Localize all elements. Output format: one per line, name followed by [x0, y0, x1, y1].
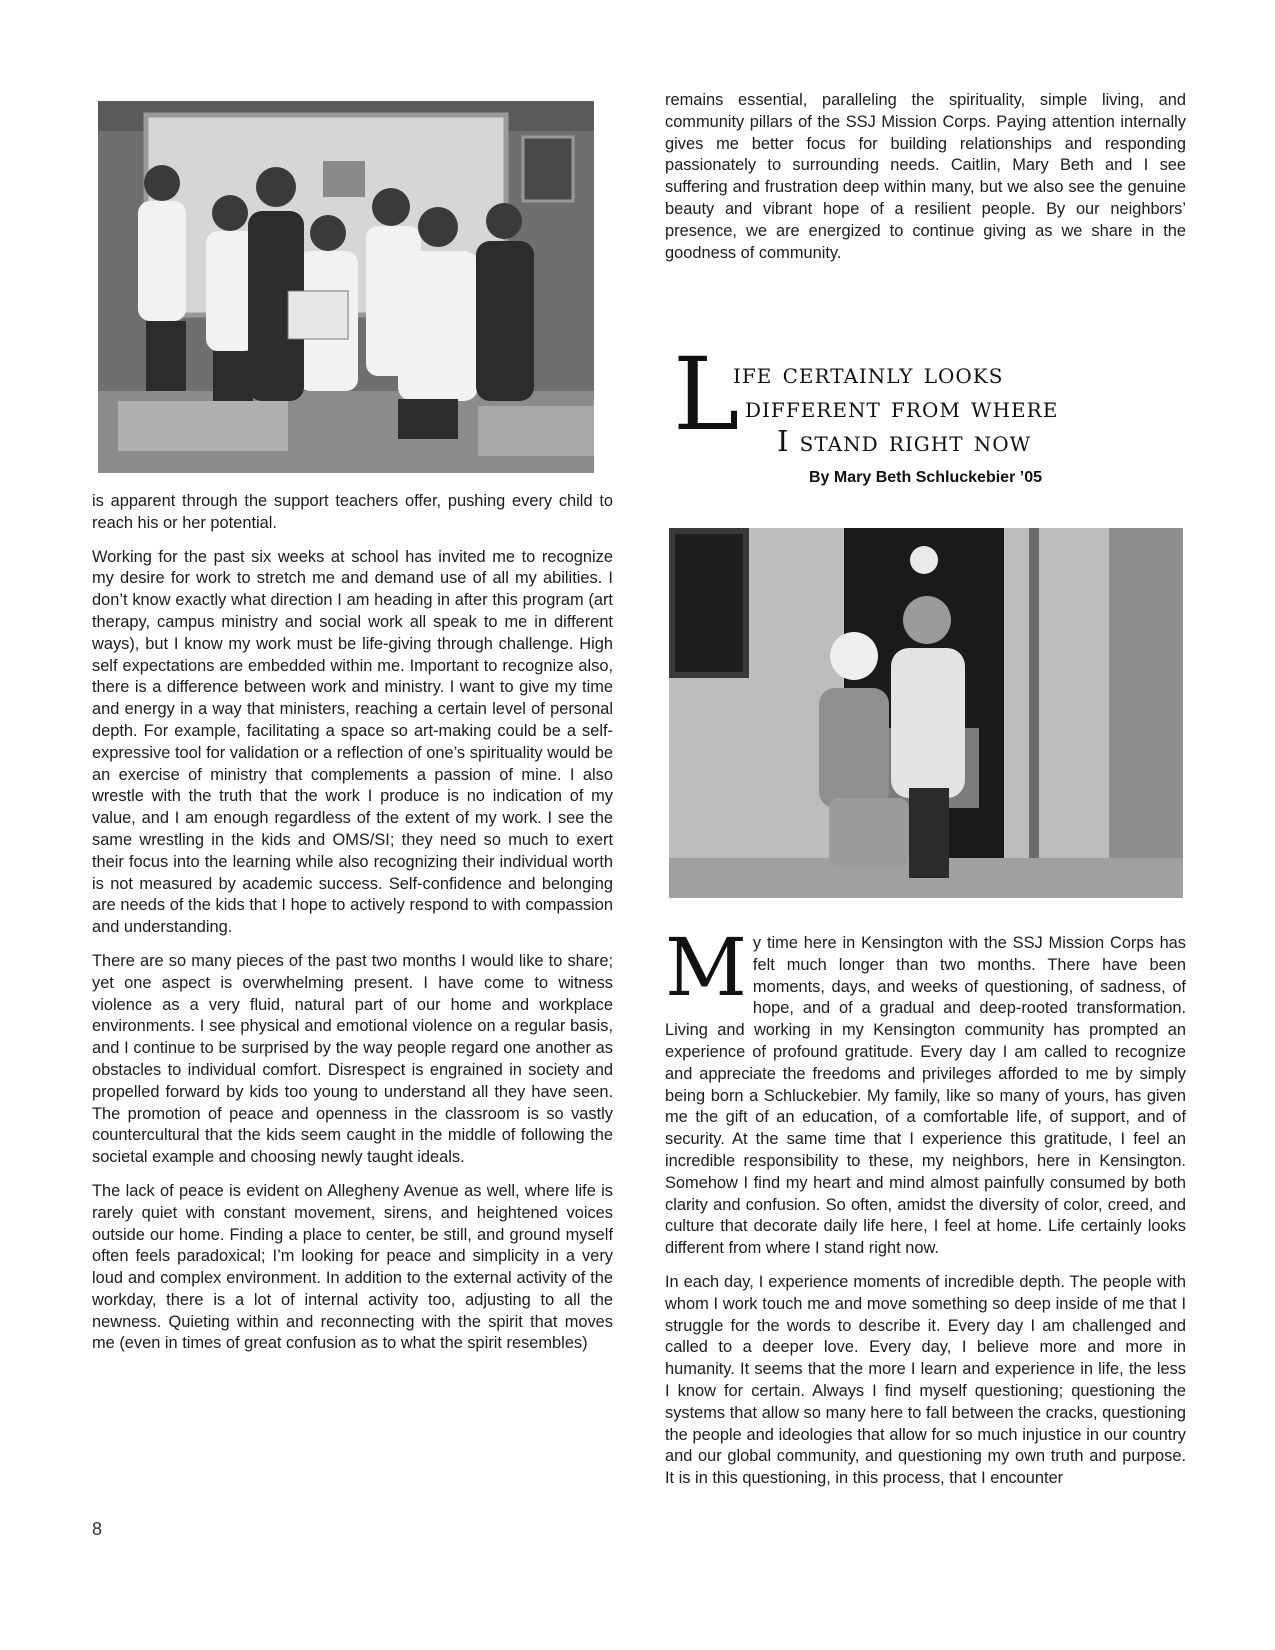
left-paragraph-2: Working for the past six weeks at school has invited me to recognize my desire for work to stretch me and demand use of all my abilities. I don’t know exactly what direction I am heading in after this program (art therapy, campus ministry and social work all speak to me in different ways), but I know my work must be life-giving through challenge. High self expectations are embedded within me. Important to recognize also, there is a difference between work and ministry. I want to give my time and energy in a way that ministers, reaching a certain level of personal depth. For example, facilitating a space so art-making could be a self-expressive tool for validation or a reflection of one’s spirituality would be an exercise of ministry that complements a passion of mine. I also wrestle with the truth that the work I produce is no indication of my value, and I am enough regardless of the extent of my work. I see the same wrestling in the kids and OMS/SI; they need so much to exert their focus into the learning while also recognizing their individual worth is not measured by academic success. Self-confidence and belonging are needs of the kids that I hope to actively respond to with compassion and understanding.	[92, 547, 613, 937]
title-initial: L	[673, 336, 740, 453]
left-paragraph-4: The lack of peace is evident on Allegheny Avenue as well, where life is rarely quiet with constant movement, sirens, and heightened voices outside our home. Finding a place to center, be still, and ground myself often feels paradoxical; I’m looking for peace and simplicity in a very loud and complex environment. In addition to the external activity of the workday, there is a lot of internal activity too, adjusting to all the newness. Quieting within and reconnecting with the spirit that moves me (even in times of great confusion as to what the spirit resembles)	[92, 1181, 613, 1353]
classroom-group-photo	[98, 101, 594, 473]
body-paragraph-1	[665, 921, 1186, 1260]
title-line-2: different from where	[745, 390, 1059, 424]
doorway-photo	[669, 528, 1183, 898]
title-line-1: ife certainly looks	[733, 356, 1004, 390]
right-column-body	[665, 921, 1186, 1502]
body-paragraph-1-text: y time here in Kensington with the SSJ Mission Corps has felt much longer than two months. There have been moments, days, and weeks of questioning, of sadness, of hope, and of a gradual and deep-rooted transformation. Living and working in my Kensington community has prompted an experience of profound gratitude. Every day I am called to recognize and appreciate the freedoms and privileges afforded to me by simply being born a Schluckebier. My family, like so many of yours, has given me the gift of an education, of a comfortable life, of support, and of security. At the same time that I experience this gratitude, I feel an incredible responsibility to these, my neighbors, here in Kensington. Somehow I find my heart and mind almost painfully consumed by both clarity and confusion. So often, amidst the diversity of color, creed, and culture that decorate daily life here, I feel at home. Life certainly looks different from where I stand right now.	[665, 934, 1186, 1258]
left-column	[92, 491, 613, 1367]
article-title	[673, 336, 1193, 458]
title-line-3: I stand right now	[777, 424, 1032, 458]
drop-cap: M	[665, 921, 747, 1014]
left-paragraph-3: There are so many pieces of the past two months I would like to share; yet one aspect is overwhelming present. I have come to witness violence as a very fluid, natural part of our home and workplace environments. I see physical and emotional violence on a regular basis, and I continue to be surprised by the way people regard one another as obstacles to individual comfort. Disrespect is engrained in society and propelled forward by kids too young to understand all they have seen. The promotion of peace and openness in the classroom is so vastly countercultural that the kids seem caught in the middle of following the societal example and choosing newly taught ideals.	[92, 951, 613, 1167]
page-number: 8	[92, 1519, 103, 1539]
byline: By Mary Beth Schluckebier ’05	[809, 469, 1042, 486]
left-paragraph-1: is apparent through the support teachers offer, pushing every child to reach his or her potential.	[92, 492, 613, 532]
right-top-paragraph: remains essential, paralleling the spirituality, simple living, and community pillars of the SSJ Mission Corps. Paying attention internally gives me better focus for building relationships and responding passionately to surrounding needs. Caitlin, Mary Beth and I see suffering and frustration deep within many, but we also see the genuine beauty and vibrant hope of a resilient people. By our neighbors’ presence, we are energized to continue giving as we share in the goodness of community.	[665, 91, 1186, 262]
classroom-photo-graphic	[98, 101, 594, 473]
doorway-photo-graphic	[669, 528, 1183, 898]
body-paragraph-2: In each day, I experience moments of incredible depth. The people with whom I work touch me and move something so deep inside of me that I struggle for the words to describe it. Every day I am challenged and called to a deeper love. Every day, I believe more and more in humanity. It seems that the more I learn and experience in life, the less I know for certain. Always I find myself questioning; questioning the systems that allow so many here to fall between the cracks, questioning the people and ideologies that allow for so much injustice in our country and our global community, and questioning my own truth and purpose. It is in this questioning, in this process, that I encounter	[665, 1272, 1186, 1488]
right-column-top	[665, 90, 1186, 276]
